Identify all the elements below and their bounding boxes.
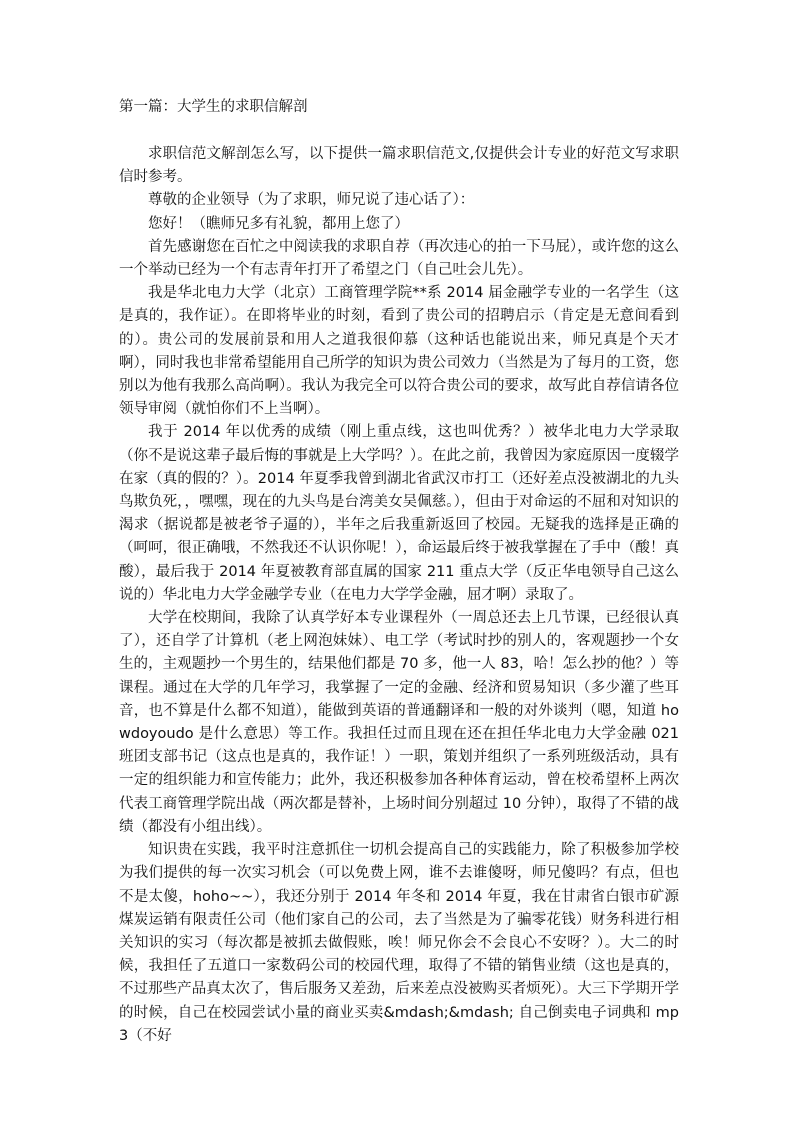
body-paragraph: 首先感谢您在百忙之中阅读我的求职自荐（再次违心的拍一下马屁），或许您的这么一个举动已经为一个有志青年打开了希望之门（自己吐会儿先）。 bbox=[119, 238, 679, 279]
body-paragraph: 尊敬的企业领导（为了求职，师兄说了违心话了）： bbox=[148, 192, 475, 209]
document-body bbox=[119, 143, 679, 1048]
body-paragraph: 您好！（瞧师兄多有礼貌，都用上您了） bbox=[148, 215, 409, 232]
body-paragraph: 知识贵在实践，我平时注意抓住一切机会提高自己的实践能力，除了积极参加学校为我们提供的每一次实习机会（可以免费上网，谁不去谁傻呀，师兄傻吗？有点，但也不是太傻，hoho~~），我还分别于 2014 年冬和 2014 年夏，我在甘肃省白银市矿源煤炭运销有限责任公司（他们家自己的公司，去了当然是为了骗零花钱）财务科进行相关知识的实习（每次都是被抓去做假账，唉！师兄你会不会良心不安呀？）。大二的时候，我担任了五道口一家数码公司的校园代理，取得了不错的销售业绩（这也是真的，不过那些产品真太次了，售后服务又差劲，后来差点没被购买者烦死）。大三下学期开学的时候，自己在校园尝试小量的商业买卖&mdash;&mdash; 自己倒卖电子词典和 mp3（不好 bbox=[119, 842, 679, 1044]
document-heading: 第一篇：大学生的求职信解剖 bbox=[119, 99, 308, 115]
body-paragraph: 求职信范文解剖怎么写，以下提供一篇求职信范文,仅提供会计专业的好范文写求职信时参考。 bbox=[119, 146, 679, 186]
body-paragraph: 我是华北电力大学（北京）工商管理学院**系 2014 届金融学专业的一名学生（这是真的，我作证）。在即将毕业的时刻，看到了贵公司的招聘启示（肯定是无意间看到的）。贵公司的发展前景和用人之道我很仰慕（这种话也能说出来，师兄真是个天才啊），同时我也非常希望能用自己所学的知识为贵公司效力（当然是为了每月的工资，您别以为他有我那么高尚啊）。我认为我完全可以符合贵公司的要求，故写此自荐信请各位领导审阅（就怕你们不上当啊）。 bbox=[119, 285, 679, 418]
body-paragraph: 大学在校期间，我除了认真学好本专业课程外（一周总还去上几节课，已经很认真了），还自学了计算机（老上网泡妹妹）、电工学（考试时抄的别人的，客观题抄一个女生的，主观题抄一个男生的，结果他们都是 70 多，他一人 83，哈！怎么抄的他？）等课程。通过在大学的几年学习，我掌握了一定的金融、经济和贸易知识（多少灌了些耳音，也不算是什么都不知道），能做到英语的普通翻译和一般的对外谈判（嗯，知道 howdoyoudo 是什么意思）等工作。我担任过而且现在还在担任华北电力大学金融 021 班团支部书记（这点也是真的，我作证！）一职，策划并组织了一系列班级活动，具有一定的组织能力和宣传能力；此外，我还积极参加各种体育运动，曾在校希望杯上两次代表工商管理学院出战（两次都是替补，上场时间分别超过 10 分钟），取得了不错的战绩（都没有小组出线）。 bbox=[119, 610, 679, 835]
body-paragraph: 我于 2014 年以优秀的成绩（刚上重点线，这也叫优秀？）被华北电力大学录取（你不是说这辈子最后悔的事就是上大学吗？）。在此之前，我曾因为家庭原因一度辍学在家（真的假的？）。2014 年夏季我曾到湖北省武汉市打工（还好差点没被湖北的九头鸟欺负死，，嘿嘿，现在的九头鸟是台湾美女吴佩慈。），但由于对命运的不屈和对知识的渴求（据说都是被老爷子逼的），半年之后我重新返回了校园。无疑我的选择是正确的（呵呵，很正确哦，不然我还不认识你呢！），命运最后终于被我掌握在了手中（酸！真酸），最后我于 2014 年夏被教育部直属的国家 211 重点大学（反正华电领导自己这么说的）华北电力大学金融学专业（在电力大学学金融，屈才啊）录取了。 bbox=[119, 424, 679, 603]
